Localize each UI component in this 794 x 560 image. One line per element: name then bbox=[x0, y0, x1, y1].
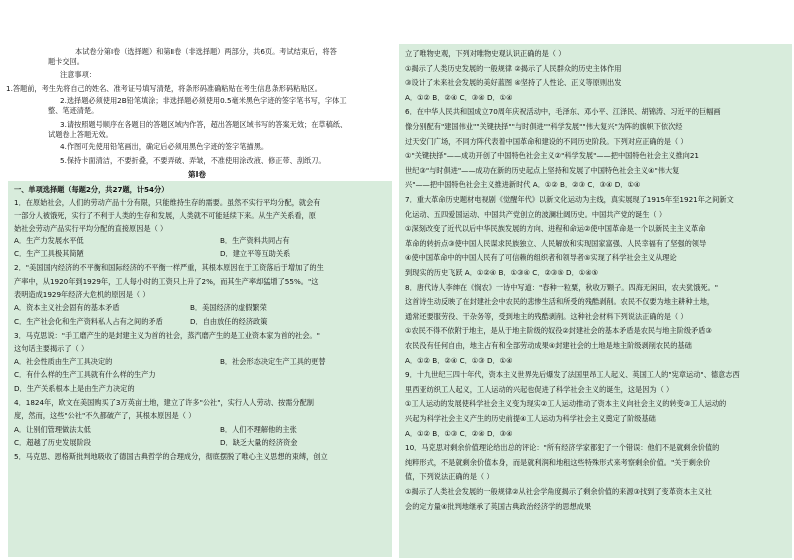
question-line: 一部分人被饿死，实行了不利于人类的生存和发展，人类就不可能延续下来。从生产关系看，原 bbox=[14, 211, 316, 220]
question-line: 9．十九世纪三四十年代，资本主义世界先后爆发了法国里昂工人起义、英国工人的"宪章运动"、德意志西 bbox=[405, 370, 740, 379]
question-line: 7．重大革命历史题材电视剧《觉醒年代》以新文化运动为主线，真实展现了1915年至1921年之间新文 bbox=[405, 195, 734, 204]
question-line: B．美国经济的虚假繁荣 bbox=[190, 303, 267, 312]
question-line: B．社会形态决定生产工具的更替 bbox=[220, 357, 326, 366]
question-line: 过天安门广场，不同方阵代表着中国革命和建设的不同历史阶段。下列对应正确的是（ ） bbox=[405, 137, 688, 146]
question-line: 8．唐代诗人李绅在《悯农》一诗中写道："春种一粒粟，秋收万颗子。四海无闲田，农夫犹饿死。" bbox=[405, 283, 719, 292]
question-line: D．自由放任的经济政策 bbox=[190, 317, 268, 326]
section-header: 一、单项选择题（每题2分，共27题，计54分） bbox=[14, 185, 169, 194]
question-line: C．生产社会化和生产资料私人占有之间的矛盾 bbox=[14, 317, 163, 326]
section-title: 第Ⅰ卷 bbox=[188, 170, 207, 179]
question-line: 化运动、五四爱国运动、中国共产党创立的波澜壮阔历史。中国共产党的诞生（ ） bbox=[405, 210, 667, 219]
question-line: A．资本主义社会固有的基本矛盾 bbox=[14, 303, 120, 312]
question-line: 世纪③"与时俱进"——成功在新的历史起点上坚持和发展了中国特色社会主义④"伟大复 bbox=[405, 166, 680, 175]
question-line: 3．马克思说："手工磨产生的是封建主义为首的社会，蒸汽磨产生的是工业资本家为首的社会。" bbox=[14, 331, 320, 340]
question-line: ①"关键抉择"——成功开创了中国特色社会主义②"科学发展"——把中国特色社会主义推向21 bbox=[405, 151, 700, 160]
question-line: ①工人运动的发展使科学社会主义变为现实②工人运动推动了资本主义向社会主义的转变③工人运动的 bbox=[405, 399, 727, 408]
question-line: A．社会性质由生产工具决定的 bbox=[14, 357, 113, 366]
intro-line: 试题卷上答题无效。 bbox=[48, 130, 113, 139]
question-line: ①农民不得不依附于地主，是从于地主阶级的奴役②封建社会的基本矛盾是农民与地主阶级矛盾③ bbox=[405, 326, 712, 335]
question-line: B．人们不理解他的主张 bbox=[220, 425, 297, 434]
question-line: 里西亚纺织工人起义，工人运动的兴起也促进了科学社会主义的诞生，这是因为（ ） bbox=[405, 385, 674, 394]
intro-line: 4.作图可先使用铅笔画出，确定后必须用黑色字迹的签字笔描黑。 bbox=[60, 142, 269, 151]
question-line: 这句话主要揭示了（ ） bbox=[14, 344, 89, 353]
question-line: C．有什么样的生产工具就有什么样的生产力 bbox=[14, 370, 156, 379]
question-line: 5．马克思、恩格斯批判地吸收了德国古典哲学的合理成分，彻底摆脱了唯心主义思想的束缚，创立 bbox=[14, 452, 328, 461]
question-line: A．①② B．②④ C．③④ D．①④ bbox=[405, 93, 513, 102]
question-line: D．建立平等互助关系 bbox=[220, 249, 291, 258]
intro-line: 题卡交回。 bbox=[48, 57, 84, 66]
intro-line: 2.选择题必须使用2B铅笔填涂；非选择题必须使用0.5毫米黑色字迹的签字笔书写，字体工 bbox=[60, 96, 347, 105]
intro-line: 整、笔迹清楚。 bbox=[48, 106, 99, 115]
question-line: B．生产资料共同占有 bbox=[220, 236, 290, 245]
question-line: A．①② B．①③ C．②④ D．③④ bbox=[405, 429, 513, 438]
question-line: 始社会劳动产品实行平均分配的直接原因是（ ） bbox=[14, 224, 168, 233]
question-line: ④使中国革命中的中国人民有了可信赖的组织者和领导者⑤实现了科学社会主义从理论 bbox=[405, 253, 677, 262]
question-line: A．让别们管理做法太低 bbox=[14, 425, 91, 434]
question-line: 度，然而，这些"公社"不久都破产了，其根本原因是（ ） bbox=[14, 411, 196, 420]
intro-line: 注意事项： bbox=[60, 70, 96, 79]
question-line: 农民没有任何自由，地主占有和全部劳动成果④封建社会的土地是地主阶级剥削农民的基础 bbox=[405, 341, 692, 350]
question-line: ①揭示了人类历史发展的一般规律 ②揭示了人民群众的历史主体作用 bbox=[405, 64, 622, 73]
question-line: 兴起为科学社会主义产生的历史前提④工人运动为科学社会主义奠定了阶级基础 bbox=[405, 414, 656, 423]
intro-line: 本试卷分第Ⅰ卷（选择题）和第Ⅱ卷（非选择题）两部分，共6页。考试结束后，将答 bbox=[75, 47, 337, 56]
question-line: 通常还要服劳役、干杂务等，受到地主的残酷剥削。这种社会材料下列说法正确的是（ ） bbox=[405, 312, 688, 321]
question-line: 10．马克思对剩余价值理论给出总的评论："所有经济学家都犯了一个错误：他们不是就剩余价值的 bbox=[405, 443, 720, 452]
question-line: 值，下列说法正确的是（ ） bbox=[405, 472, 494, 481]
question-line: 会的定方量④批判地继承了英国古典政治经济学的思想成果 bbox=[405, 502, 592, 511]
question-line: ①深刻改变了近代以后中华民族发展的方向、进程和命运②使中国革命是一个以新民主主义革命 bbox=[405, 224, 706, 233]
intro-line: 3.请按照题号顺序在各题目的答题区域内作答，超出答题区域书写的答案无效；在草稿纸、 bbox=[60, 120, 348, 129]
question-line: 到现实的历史飞跃 A．①②④ B．①③④ C．②③⑤ D．①④⑤ bbox=[405, 268, 599, 277]
question-line: A．①② B．②④ C．①③ D．①④ bbox=[405, 356, 513, 365]
question-line: C．超越了历史发展阶段 bbox=[14, 438, 91, 447]
question-line: 立了唯物史观，下列对唯物史观认识正确的是（ ） bbox=[405, 49, 566, 58]
question-line: 表明造成1929年经济大危机的原因是（ ） bbox=[14, 290, 150, 299]
question-line: C．生产工具极其简陋 bbox=[14, 249, 84, 258]
question-line: ①揭示了人类社会发展的一般规律②从社会学角度揭示了剩余价值的来源③找到了变革资本主义社 bbox=[405, 487, 712, 496]
question-line: 纯粹形式，不是就剩余价值本身，而是就利润和地租这些特殊形式来考察剩余价值。"关于剩余价 bbox=[405, 458, 711, 467]
question-line: 产率中，从1920年到1929年，工人每小时的工资只上升了2%，而其生产率却猛增了55%。"这 bbox=[14, 277, 319, 286]
question-line: 这首诗生动反映了在封建社会中农民的悲惨生活和所受的残酷剥削。农民不仅要为地主耕种土地， bbox=[405, 297, 715, 306]
question-line: 2．"美国国内经济的不平衡和国际经济的不平衡一样严重，其根本原因在于工资落后于增加了的生 bbox=[14, 263, 324, 272]
question-line: ③设计了未来社会发展的美好蓝图 ④坚持了人性论、正义等原则出发 bbox=[405, 78, 622, 87]
question-line: 兴"——把中国特色社会主义推进新时代 A．①② B．②③ C．③④ D．①④ bbox=[405, 180, 641, 189]
question-line: 革命的转折点③使中国人民谋求民族独立、人民解放和实现国家富强、人民幸福有了坚强的领导 bbox=[405, 239, 707, 248]
question-line: D．缺乏大量的经济资金 bbox=[220, 438, 298, 447]
question-line: 4．1824年，欧文在美国购买了3万英亩土地，建立了许多"公社"，实行人人劳动、按需分配制 bbox=[14, 398, 314, 407]
question-line: 1．在原始社会，人们的劳动产品十分有限，只能维持生存的需要。虽然不实行平均分配，就会有 bbox=[14, 198, 321, 207]
question-line: A．生产力发展水平低 bbox=[14, 236, 84, 245]
question-line: 像分别配有"建国伟业""关键抉择""与时俱进""科学发展""伟大复兴"为阵的旗帜下依次经 bbox=[405, 122, 683, 131]
question-line: D．生产关系根本上是由生产力决定的 bbox=[14, 384, 135, 393]
intro-line: 1.答题前，考生先将自己的姓名、准考证号填写清楚，将条形码准确粘贴在考生信息条形码粘贴区。 bbox=[6, 84, 322, 93]
question-line: 6．在中华人民共和国成立70周年庆祝活动中，毛泽东、邓小平、江泽民、胡锦涛、习近平的巨幅画 bbox=[405, 107, 721, 116]
intro-line: 5.保持卡面清洁，不要折叠，不要弄破、弄皱，不准使用涂改液、修正带、刮纸刀。 bbox=[60, 156, 326, 165]
